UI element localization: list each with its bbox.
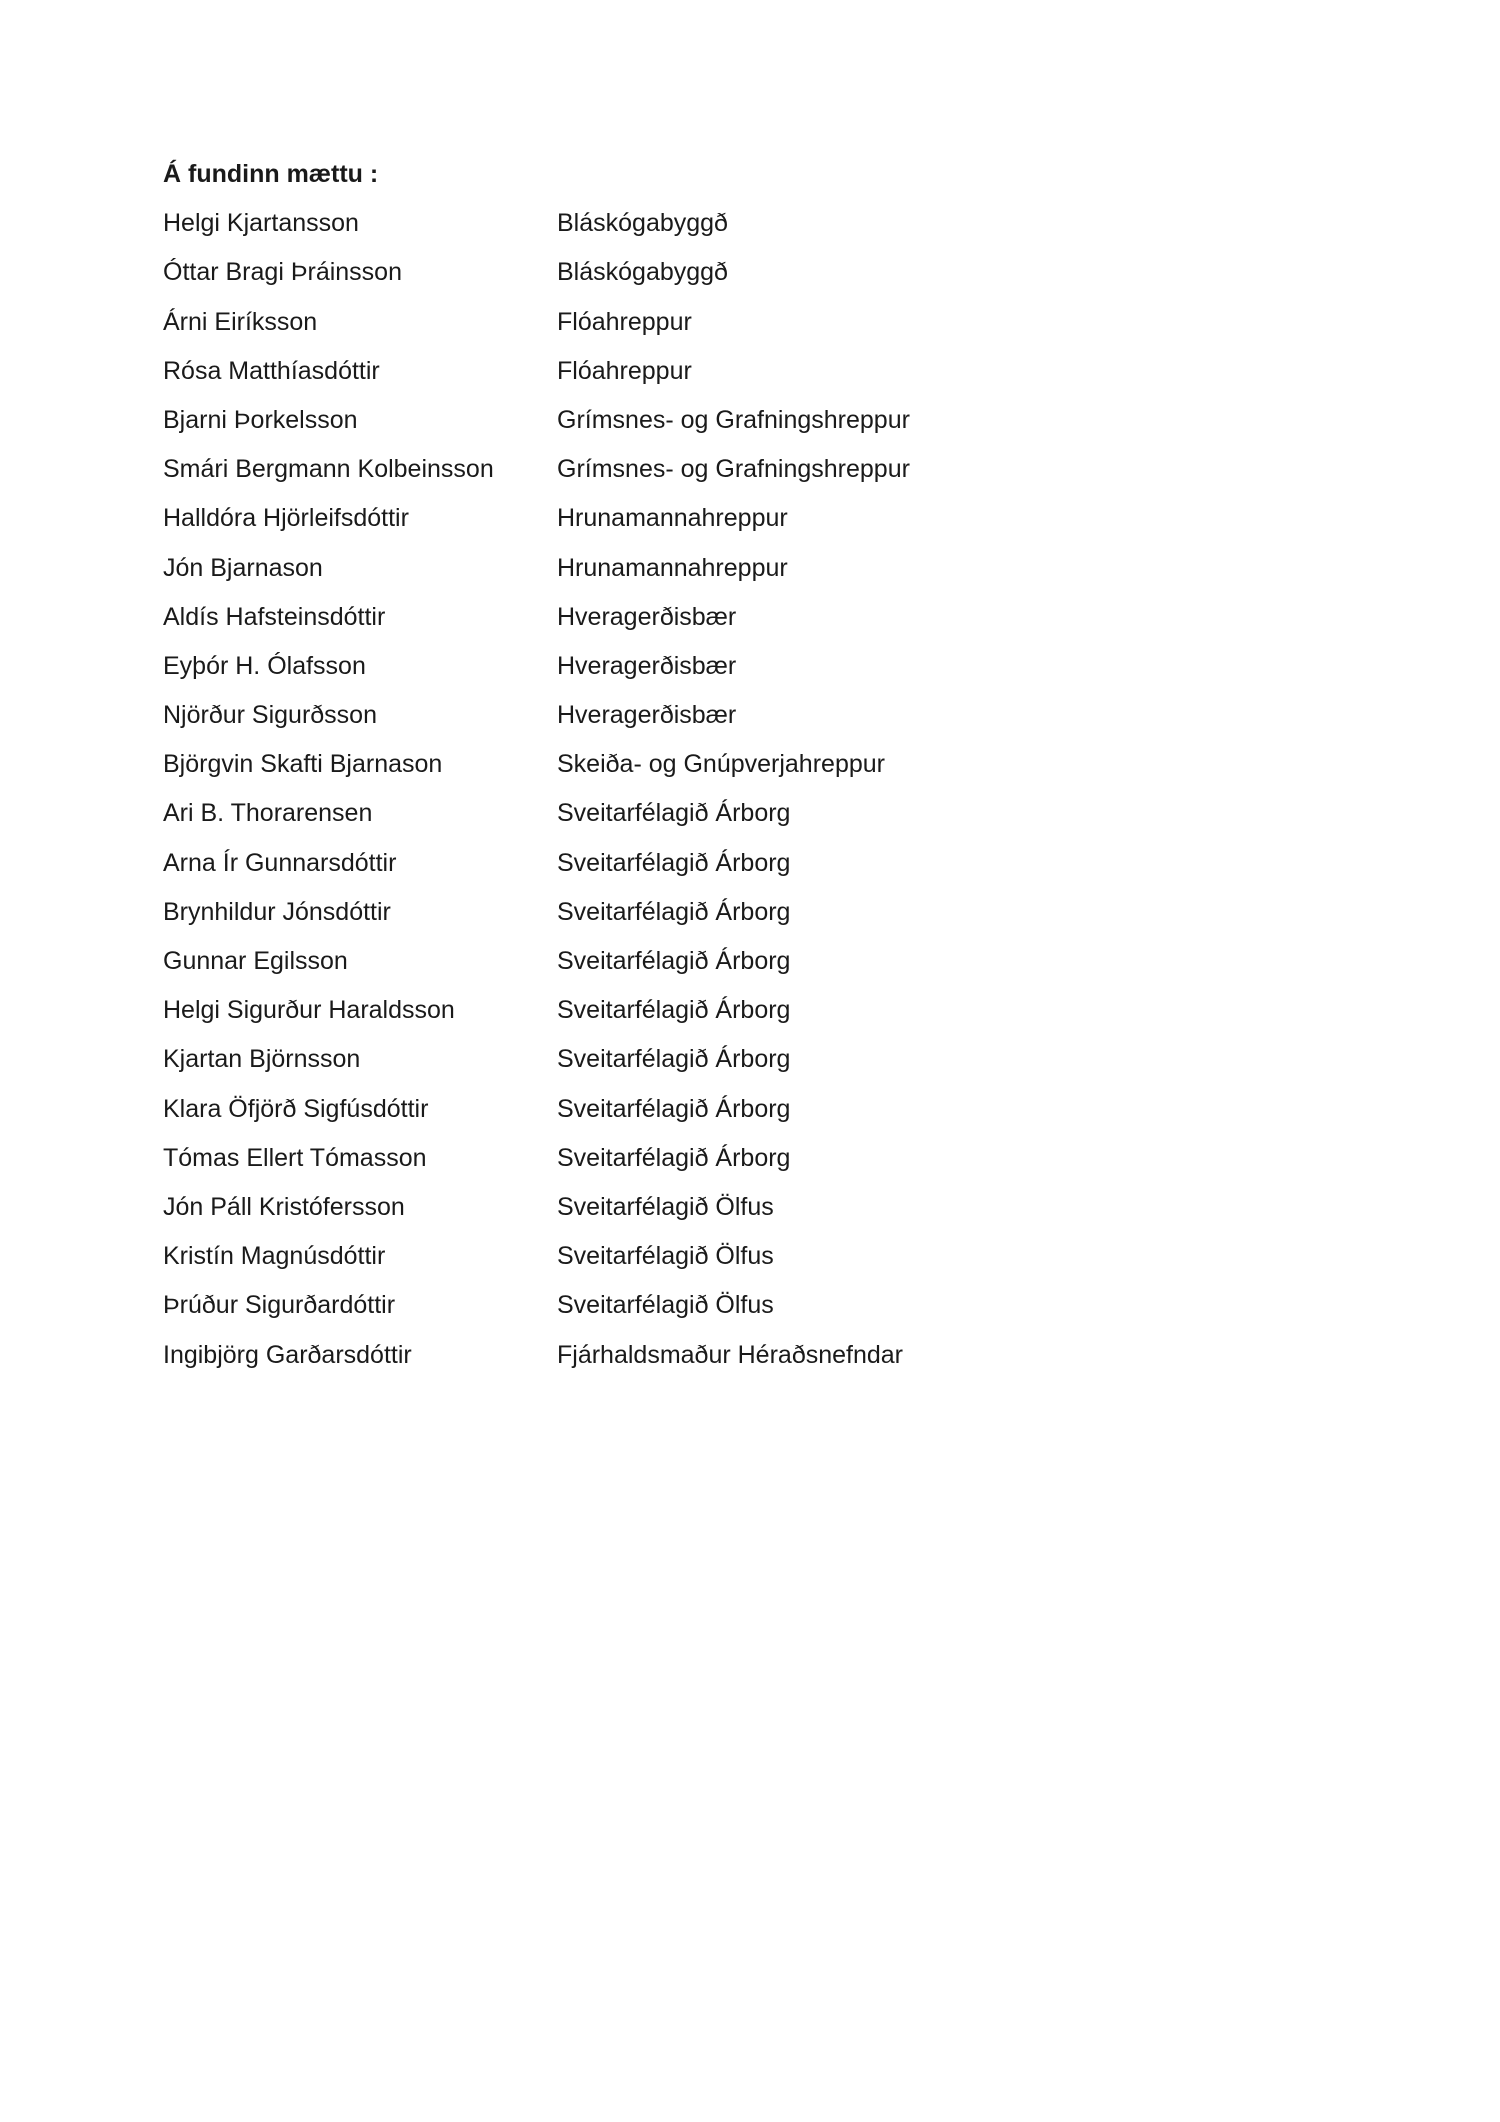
attendee-name: Kjartan Björnsson	[163, 1045, 361, 1074]
attendee-org: Fjárhaldsmaður Héraðsnefndar	[557, 1340, 904, 1369]
attendee-name: Smári Bergmann Kolbeinsson	[163, 455, 494, 484]
attendee-org: Sveitarfélagið Árborg	[557, 897, 791, 926]
attendee-org: Sveitarfélagið Ölfus	[557, 1192, 774, 1221]
attendee-name: Árni Eiríksson	[163, 307, 318, 336]
attendee-name: Aldís Hafsteinsdóttir	[163, 602, 386, 631]
attendee-row	[163, 1281, 1380, 1330]
attendee-row	[163, 494, 1380, 543]
attendee-name: Eyþór H. Ólafsson	[163, 651, 366, 680]
attendee-org: Hveragerðisbær	[557, 602, 737, 631]
attendee-name: Kristín Magnúsdóttir	[163, 1242, 386, 1271]
attendee-org: Sveitarfélagið Árborg	[557, 947, 791, 975]
attendee-name: Ari B. Thorarensen	[163, 799, 373, 828]
attendee-org: Grímsnes- og Grafningshreppur	[557, 405, 910, 434]
attendee-row	[163, 1035, 1380, 1084]
attendee-org: Grímsnes- og Grafningshreppur	[557, 455, 910, 484]
attendee-org: Sveitarfélagið Ölfus	[557, 1242, 774, 1271]
attendee-row	[163, 691, 1380, 740]
attendee-name: Njörður Sigurðsson	[163, 701, 377, 730]
attendee-org: Sveitarfélagið Ölfus	[557, 1291, 774, 1320]
attendee-row	[163, 1232, 1380, 1281]
attendee-name: Halldóra Hjörleifsdóttir	[163, 504, 409, 533]
attendee-org: Bláskógabyggð	[557, 209, 728, 238]
attendee-name: Jón Páll Kristófersson	[163, 1192, 405, 1221]
attendee-row	[163, 347, 1380, 396]
attendee-name: Björgvin Skafti Bjarnason	[163, 750, 443, 779]
attendee-row	[163, 789, 1380, 838]
attendee-row	[163, 642, 1380, 691]
attendee-row	[163, 248, 1380, 297]
attendee-row	[163, 888, 1380, 937]
attendee-row	[163, 593, 1380, 642]
attendee-org: Sveitarfélagið Árborg	[557, 1045, 791, 1074]
attendee-row	[163, 1331, 1380, 1380]
attendee-row	[163, 298, 1380, 347]
attendee-row	[163, 937, 1380, 986]
attendee-org: Sveitarfélagið Árborg	[557, 1143, 791, 1172]
attendee-org: Hrunamannahreppur	[557, 553, 788, 582]
attendee-row	[163, 1183, 1380, 1232]
attendee-row	[163, 839, 1380, 888]
attendee-org: Sveitarfélagið Árborg	[557, 799, 791, 828]
attendee-name: Bjarni Þorkelsson	[163, 405, 358, 434]
attendee-name: Brynhildur Jónsdóttir	[163, 897, 391, 926]
attendee-name: Ingibjörg Garðarsdóttir	[163, 1340, 412, 1369]
attendee-name: Óttar Bragi Þráinsson	[163, 258, 402, 287]
attendee-name: Þrúður Sigurðardóttir	[163, 1291, 396, 1320]
attendee-org: Sveitarfélagið Árborg	[557, 848, 791, 877]
attendee-row	[163, 1134, 1380, 1183]
attendee-name: Jón Bjarnason	[163, 553, 323, 582]
attendee-list	[163, 199, 1380, 1380]
attendee-row	[163, 986, 1380, 1035]
attendee-row	[163, 740, 1380, 789]
attendee-row	[163, 1085, 1380, 1134]
attendee-name: Klara Öfjörð Sigfúsdóttir	[163, 1094, 429, 1123]
attendee-org: Sveitarfélagið Árborg	[557, 996, 791, 1025]
attendee-name: Arna Ír Gunnarsdóttir	[163, 848, 397, 877]
attendee-org: Hrunamannahreppur	[557, 504, 788, 533]
attendee-org: Flóahreppur	[557, 356, 692, 385]
attendee-name: Helgi Sigurður Haraldsson	[163, 996, 455, 1025]
attendee-row	[163, 445, 1380, 494]
attendee-row	[163, 199, 1380, 248]
attendee-org: Flóahreppur	[557, 307, 692, 336]
attendee-name: Tómas Ellert Tómasson	[163, 1143, 427, 1172]
attendee-org: Hveragerðisbær	[557, 701, 737, 730]
attendee-org: Bláskógabyggð	[557, 258, 728, 287]
attendee-name: Gunnar Egilsson	[163, 947, 348, 975]
attendee-org: Sveitarfélagið Árborg	[557, 1094, 791, 1123]
attendee-name: Helgi Kjartansson	[163, 209, 359, 238]
attendee-name: Rósa Matthíasdóttir	[163, 356, 380, 385]
attendee-row	[163, 544, 1380, 593]
attendee-org: Skeiða- og Gnúpverjahreppur	[557, 750, 885, 779]
attendee-row	[163, 396, 1380, 445]
page-title: Á fundinn mættu :	[163, 160, 379, 188]
attendee-org: Hveragerðisbær	[557, 651, 737, 680]
